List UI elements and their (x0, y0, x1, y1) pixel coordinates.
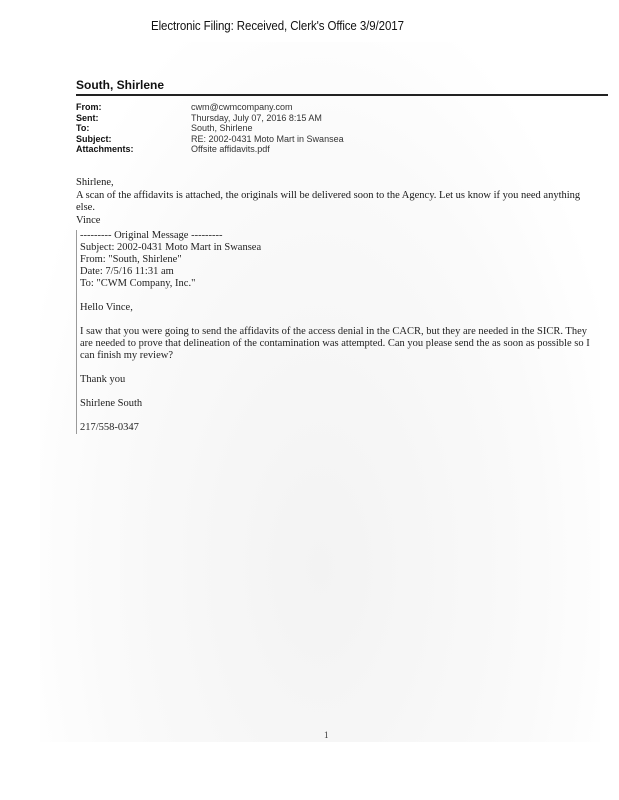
reply-greeting: Shirlene, (76, 177, 114, 188)
original-date: Date: 7/5/16 11:31 am (80, 266, 174, 277)
original-to: To: "CWM Company, Inc." (80, 278, 196, 289)
original-divider: --------- Original Message --------- (80, 230, 223, 241)
page-number: 1 (324, 730, 329, 740)
original-message-text: I saw that you were going to send the affidavits of the access denial in the CACR, but they are needed in the SICR. They are needed to prove that delineation of the contamination was attempted. Can you please send the as soon as possible so I can finish my review? (80, 326, 590, 361)
header-label: Sent: (76, 112, 99, 123)
reply-message: A scan of the affidavits is attached, the originals will be delivered soon to the Agency. Let us know if you need anything else. (76, 189, 581, 213)
header-subject (76, 134, 344, 145)
header-sent (76, 113, 344, 124)
header-label: Subject: (76, 133, 112, 144)
email-headers (76, 102, 344, 155)
original-thanks: Thank you (80, 374, 126, 385)
original-signature: Shirlene South (80, 398, 143, 409)
header-attachments (76, 144, 344, 155)
original-from: From: "South, Shirlene" (80, 254, 182, 265)
original-phone: 217/558-0347 (80, 422, 139, 433)
header-label: To: (76, 123, 90, 133)
original-greeting: Hello Vince, (80, 302, 133, 313)
header-value: RE: 2002-0431 Moto Mart in Swansea (191, 133, 344, 144)
header-value: South, Shirlene (191, 123, 253, 133)
header-value: Thursday, July 07, 2016 8:15 AM (191, 112, 322, 123)
original-subject: Subject: 2002-0431 Moto Mart in Swansea (80, 242, 262, 253)
header-divider (76, 94, 608, 96)
header-label: From: (76, 102, 102, 112)
header-to (76, 123, 344, 134)
attachment-name: Offsite affidavits.pdf (191, 144, 270, 154)
original-message (76, 230, 600, 434)
reply-signoff: Vince (76, 214, 101, 226)
sender-name: South, Shirlene (76, 78, 165, 92)
header-from (76, 102, 344, 113)
header-value: cwm@cwmcompany.com (191, 102, 293, 112)
reply-body (76, 177, 596, 227)
filing-stamp: Electronic Filing: Received, Clerk's Office 3/9/2017 (151, 19, 404, 33)
header-label: Attachments: (76, 144, 134, 154)
